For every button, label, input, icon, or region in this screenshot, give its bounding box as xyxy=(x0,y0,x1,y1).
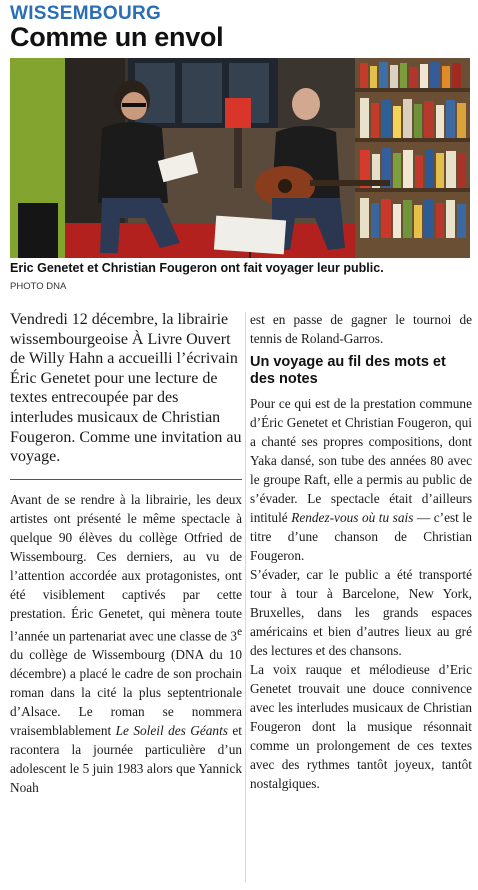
body-paragraph: S’évader, car le public a été transporté tour à tour à Barcelone, New York, Bruxelles, dans les grands espaces américains et bien d’autres lieux au gré des lectures et des chansons. xyxy=(250,567,472,658)
show-title: Rendez-vous où tu sais xyxy=(291,510,414,525)
photo-credit: PHOTO DNA xyxy=(10,281,67,292)
left-column xyxy=(10,310,242,797)
section-subhead: Un voyage au fil des mots et des notes xyxy=(250,354,446,387)
body-paragraph: Pour ce qui est de la prestation commune d’Éric Genetet et Christian Fougeron, qui a chanté ses propres compositions, dont Yaka dansé, son tube des années 80 avec le groupe Raft, elle a permis au public de s’évader. Le spectacle était d’ailleurs intitulé Rendez-vous où tu sais — c’est le titre d’une chanson de Christian Fougeron. xyxy=(250,396,472,563)
article-photo xyxy=(10,58,470,258)
body-paragraph: La voix rauque et mélodieuse d’Eric Genetet trouvait une douce connivence avec les interludes musicaux de Christian Fougeron dont la musique résonnait comme un prolongement de ces textes avec des rythmes tantôt joyeux, tantôt nostalgiques. xyxy=(250,662,472,791)
right-column xyxy=(250,310,472,793)
body-continuation: est en passe de gagner le tournoi de tennis de Roland-Garros. xyxy=(250,312,472,346)
article-headline: Comme un envol xyxy=(10,22,224,52)
photo-caption: Eric Genetet et Christian Fougeron ont fait voyager leur public. xyxy=(10,261,384,275)
column-divider xyxy=(245,312,246,882)
body-paragraph: Avant de se rendre à la librairie, les deux artistes ont présenté le même spectacle à quelque 90 élèves du collège Otfried de Wissembourg. Ces derniers, au vu de l’attention accordée aux protagonistes, ont été visiblement captivés par cette prestation. Éric Genetet, qui mènera toute l’année un partenariat avec une classe de 3e du collège de Wissembourg (DNA du 10 décembre) a placé le cadre de son prochain roman dans la cité la plus septentrionale d’Alsace. Le roman se nommera vraisemblablement Le Soleil des Géants et racontera la journée particulière d’un adolescent le 5 juin 1983 alors que Yannick Noah xyxy=(10,491,242,796)
novel-title: Le Soleil des Géants xyxy=(115,723,228,739)
article-lead: Vendredi 12 décembre, la librairie wissembourgeoise À Livre Ouvert de Willy Hahn a accueilli l’écrivain Éric Genetet pour une lecture de textes entrecoupée par des interludes musicaux de Christian Fougeron. Comme une invitation au voyage. xyxy=(10,311,242,466)
lead-divider xyxy=(10,479,242,480)
section-kicker: WISSEMBOURG xyxy=(10,3,162,24)
bookstore-reading-scene xyxy=(10,58,470,258)
